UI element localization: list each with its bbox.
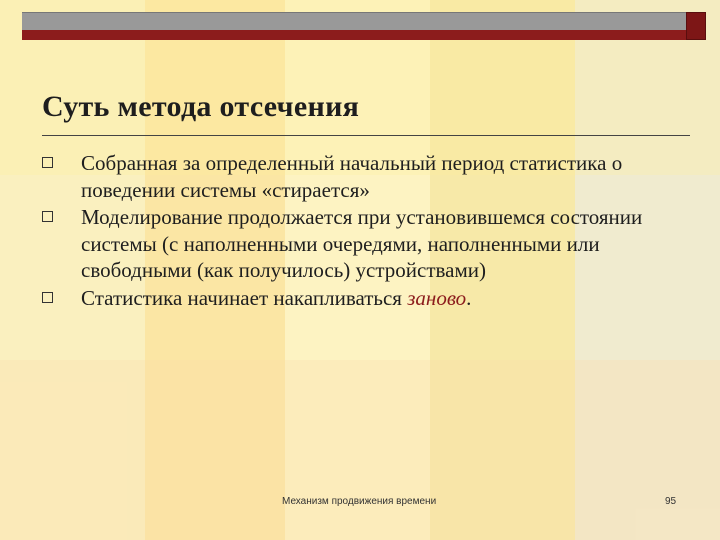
- emphasis-text: заново: [407, 285, 467, 310]
- square-bullet-icon: [42, 292, 53, 303]
- header-corner-box: [686, 12, 706, 40]
- header-bar: [22, 12, 686, 31]
- square-bullet-icon: [42, 211, 53, 222]
- slide-title: Суть метода отсечения: [42, 90, 360, 123]
- bullet-text: Моделирование продолжается при установившемся состоянии системы (с наполненными очередями, наполненными или свободными (как получилось) устройствами): [81, 205, 643, 282]
- bullet-list: [42, 150, 682, 312]
- bullet-text-end: .: [466, 285, 472, 310]
- list-item: [42, 285, 682, 312]
- background-band: [0, 360, 720, 540]
- list-item: [42, 150, 682, 203]
- square-bullet-icon: [42, 157, 53, 168]
- list-item: [42, 204, 682, 284]
- bullet-text: Собранная за определенный начальный период статистика о поведении системы «стирается»: [81, 151, 623, 202]
- slide-footer: Механизм продвижения времени: [282, 496, 437, 507]
- page-number: 95: [665, 496, 677, 507]
- header-accent-bar: [22, 30, 686, 40]
- bullet-text: Статистика начинает накапливаться: [81, 285, 408, 310]
- title-divider: [42, 135, 690, 136]
